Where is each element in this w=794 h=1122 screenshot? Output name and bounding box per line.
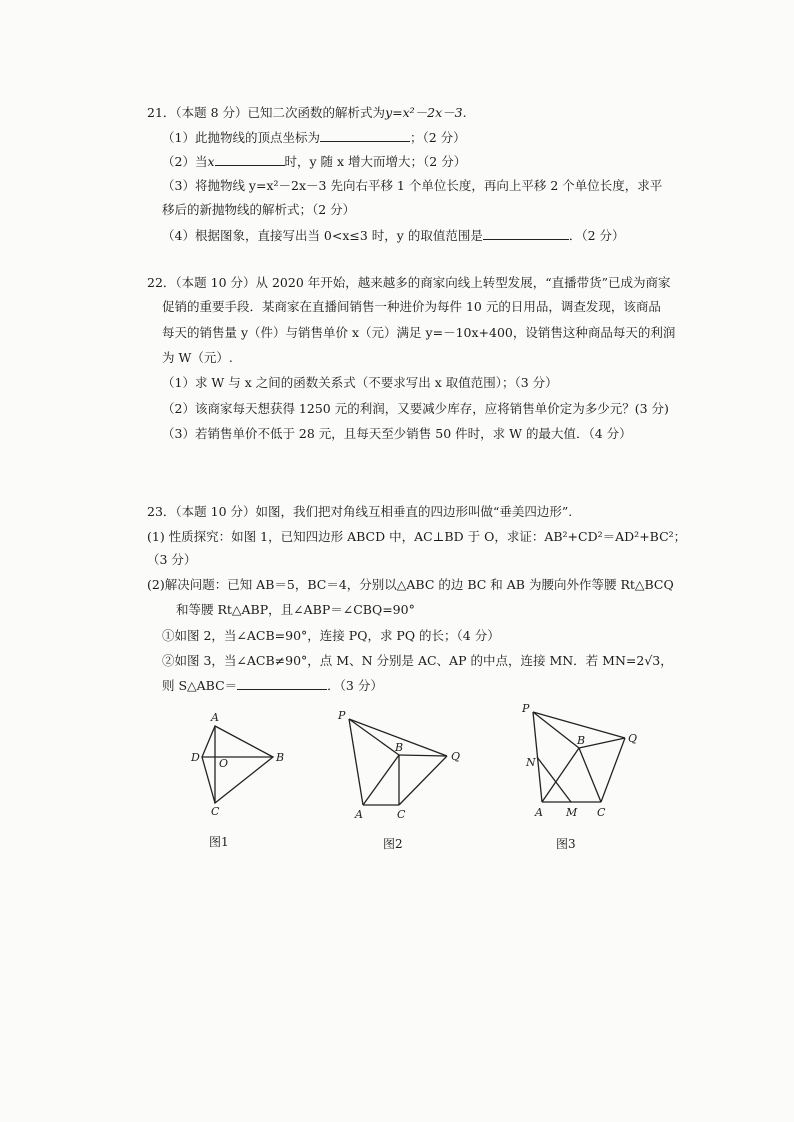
label-A: A — [535, 806, 543, 819]
q23-line2: (1) 性质探究：如图 1，已知四边形 ABCD 中，AC⊥BD 于 O，求证：AB²+CD²＝AD²+BC²； — [147, 529, 687, 544]
figure-3 — [515, 700, 655, 825]
q21-part2: （2）当x 时，y 随 x 增大而增大；（2 分） — [162, 154, 467, 169]
q22-line1: 22．（本题 10 分）从 2020 年开始，越来越多的商家向线上转型发展，“直播带货”已成为商家 — [147, 275, 671, 290]
label-M: M — [566, 806, 578, 819]
figure-1 — [185, 710, 295, 820]
q21-part3-line1: （3）将抛物线 y=x²－2x－3 先向右平移 1 个单位长度，再向上平移 2 个单位长度，求平 — [162, 178, 663, 193]
q23-line3: (2)解决问题：已知 AB＝5，BC＝4，分别以△ABC 的边 BC 和 AB 为腰向外作等腰 Rt△BCQ — [147, 577, 674, 592]
label-P: P — [338, 709, 346, 722]
answer-blank[interactable] — [483, 227, 569, 240]
figure-3-caption: 图3 — [556, 837, 576, 851]
q22-part2: （2）该商家每天想获得 1250 元的利润，又要减少库存，应将销售单价定为多少元？(3 分) — [162, 401, 669, 416]
answer-blank[interactable] — [320, 129, 410, 142]
label-B: B — [276, 751, 285, 764]
q21-part4: （4）根据图象，直接写出当 0<x≤3 时，y 的取值范围是 ．（2 分） — [162, 228, 625, 243]
label-B: B — [577, 734, 586, 747]
label-A: A — [211, 711, 219, 724]
label-C: C — [597, 806, 606, 819]
figure-2-caption: 图2 — [383, 837, 403, 851]
q23-line2b: （3 分） — [147, 552, 197, 567]
q22-line2: 促销的重要手段．某商家在直播间销售一种进价为每件 10 元的日用品，调查发现，该商品 — [162, 299, 661, 314]
label-N: N — [526, 756, 536, 769]
figure-2 — [335, 705, 475, 825]
answer-blank[interactable] — [215, 153, 285, 166]
label-Q: Q — [451, 750, 461, 763]
q23-part1: ①如图 2，当∠ACB=90°，连接 PQ，求 PQ 的长；（4 分） — [162, 628, 500, 643]
label-O: O — [219, 757, 229, 770]
label-Q: Q — [628, 732, 638, 745]
q23-line1: 23．（本题 10 分）如图，我们把对角线互相垂直的四边形叫做“垂美四边形”. — [147, 504, 573, 519]
label-A: A — [355, 808, 363, 821]
answer-blank[interactable] — [237, 677, 327, 690]
q21-part3-line2: 移后的新抛物线的解析式；（2 分） — [162, 202, 356, 217]
q21-expression: y=x²－2x－3. — [385, 105, 467, 120]
label-C: C — [211, 805, 220, 818]
q22-line4: 为 W（元）. — [162, 350, 233, 365]
q22-part1: （1）求 W 与 x 之间的函数关系式（不要求写出 x 取值范围）；（3 分） — [162, 375, 558, 390]
q21-heading: 21．（本题 8 分）已知二次函数的解析式为y=x²－2x－3. — [147, 105, 467, 120]
q22-part3: （3）若销售单价不低于 28 元，且每天至少销售 50 件时，求 W 的最大值．（4 分） — [162, 426, 632, 441]
q23-line3b: 和等腰 Rt△ABP，且∠ABP＝∠CBQ=90° — [176, 602, 415, 617]
q21-part1: （1）此抛物线的顶点坐标为 ；（2 分） — [162, 130, 466, 145]
label-C: C — [397, 808, 406, 821]
q22-line3: 每天的销售量 y（件）与销售单价 x（元）满足 y=－10x+400，设销售这种商品每天的利润 — [162, 325, 676, 340]
label-P: P — [522, 702, 530, 715]
label-B: B — [395, 741, 404, 754]
q23-part2-answer: 则 S△ABC＝ ．（3 分） — [162, 678, 383, 693]
figure-1-caption: 图1 — [209, 835, 229, 849]
q23-part2: ②如图 3，当∠ACB≠90°，点 M、N 分别是 AC、AP 的中点，连接 MN．若 MN=2√3， — [162, 653, 673, 668]
label-D: D — [191, 751, 200, 764]
